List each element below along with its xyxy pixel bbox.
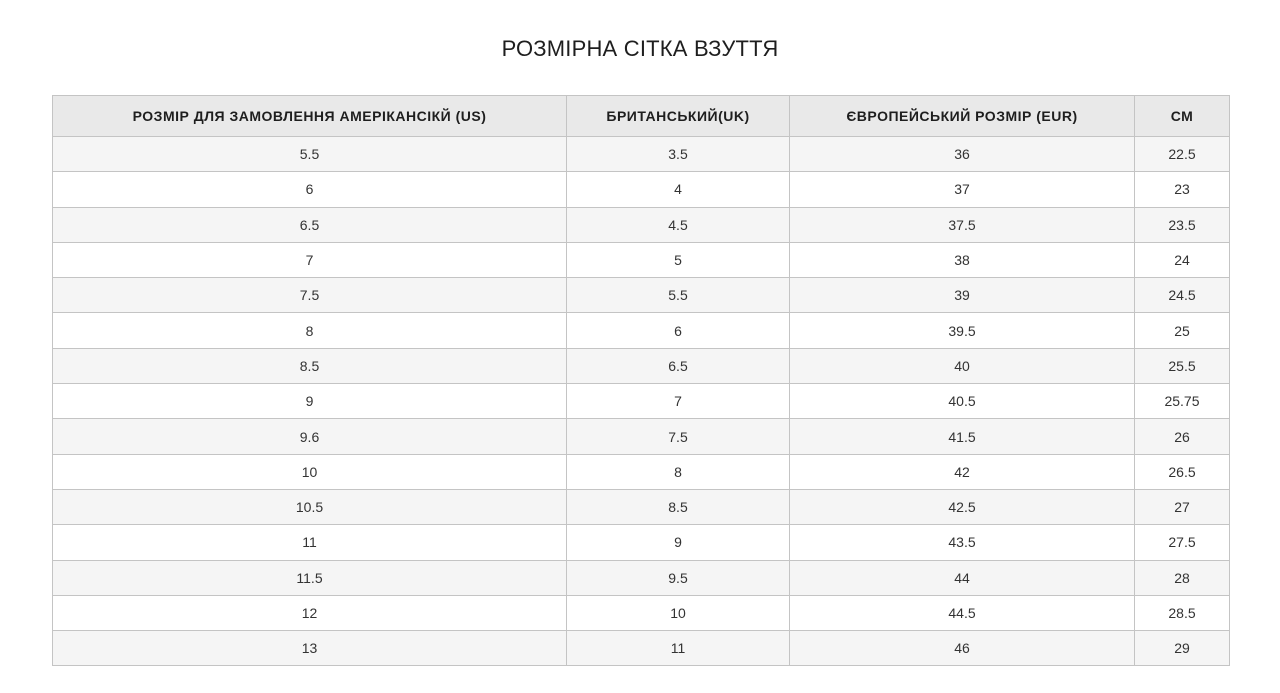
cell-uk-size: 5 xyxy=(567,242,790,277)
table-row xyxy=(53,560,1230,595)
cell-eur-size: 46 xyxy=(790,631,1135,666)
cell-us-size: 11.5 xyxy=(53,560,567,595)
table-row xyxy=(53,525,1230,560)
cell-eur-size: 36 xyxy=(790,137,1135,172)
cell-us-size: 9.6 xyxy=(53,419,567,454)
header-uk-size: БРИТАНСЬКИЙ(UK) xyxy=(567,96,790,137)
cell-uk-size: 9 xyxy=(567,525,790,560)
table-row xyxy=(53,595,1230,630)
table-body xyxy=(53,137,1230,666)
cell-uk-size: 6 xyxy=(567,313,790,348)
cell-us-size: 7 xyxy=(53,242,567,277)
cell-cm: 25.75 xyxy=(1135,384,1230,419)
table-row xyxy=(53,489,1230,524)
cell-uk-size: 4.5 xyxy=(567,207,790,242)
cell-us-size: 10.5 xyxy=(53,489,567,524)
cell-eur-size: 37.5 xyxy=(790,207,1135,242)
table-row xyxy=(53,454,1230,489)
header-us-size: РОЗМІР ДЛЯ ЗАМОВЛЕННЯ АМЕРІКАНСІКЙ (US) xyxy=(53,96,567,137)
table-row xyxy=(53,172,1230,207)
cell-us-size: 9 xyxy=(53,384,567,419)
cell-us-size: 6.5 xyxy=(53,207,567,242)
table-row xyxy=(53,419,1230,454)
cell-eur-size: 42.5 xyxy=(790,489,1135,524)
cell-uk-size: 8 xyxy=(567,454,790,489)
cell-us-size: 13 xyxy=(53,631,567,666)
cell-cm: 27.5 xyxy=(1135,525,1230,560)
table-row xyxy=(53,207,1230,242)
cell-cm: 23 xyxy=(1135,172,1230,207)
cell-uk-size: 7 xyxy=(567,384,790,419)
cell-cm: 28 xyxy=(1135,560,1230,595)
cell-eur-size: 40 xyxy=(790,348,1135,383)
cell-cm: 23.5 xyxy=(1135,207,1230,242)
cell-cm: 25 xyxy=(1135,313,1230,348)
cell-eur-size: 37 xyxy=(790,172,1135,207)
cell-cm: 24.5 xyxy=(1135,278,1230,313)
cell-eur-size: 44.5 xyxy=(790,595,1135,630)
cell-uk-size: 9.5 xyxy=(567,560,790,595)
cell-eur-size: 38 xyxy=(790,242,1135,277)
cell-uk-size: 4 xyxy=(567,172,790,207)
cell-us-size: 6 xyxy=(53,172,567,207)
cell-cm: 25.5 xyxy=(1135,348,1230,383)
cell-eur-size: 39.5 xyxy=(790,313,1135,348)
cell-uk-size: 5.5 xyxy=(567,278,790,313)
cell-us-size: 8.5 xyxy=(53,348,567,383)
table-row xyxy=(53,242,1230,277)
cell-cm: 27 xyxy=(1135,489,1230,524)
header-eur-size: ЄВРОПЕЙСЬКИЙ РОЗМІР (EUR) xyxy=(790,96,1135,137)
cell-cm: 26 xyxy=(1135,419,1230,454)
cell-cm: 26.5 xyxy=(1135,454,1230,489)
table-row xyxy=(53,137,1230,172)
cell-us-size: 10 xyxy=(53,454,567,489)
cell-eur-size: 41.5 xyxy=(790,419,1135,454)
cell-uk-size: 8.5 xyxy=(567,489,790,524)
table-row xyxy=(53,631,1230,666)
cell-eur-size: 40.5 xyxy=(790,384,1135,419)
cell-cm: 22.5 xyxy=(1135,137,1230,172)
cell-us-size: 5.5 xyxy=(53,137,567,172)
table-header-row xyxy=(53,96,1230,137)
cell-us-size: 12 xyxy=(53,595,567,630)
size-chart-table xyxy=(52,95,1230,666)
cell-us-size: 8 xyxy=(53,313,567,348)
cell-cm: 29 xyxy=(1135,631,1230,666)
cell-eur-size: 39 xyxy=(790,278,1135,313)
table-row xyxy=(53,384,1230,419)
cell-uk-size: 11 xyxy=(567,631,790,666)
cell-us-size: 7.5 xyxy=(53,278,567,313)
cell-uk-size: 10 xyxy=(567,595,790,630)
cell-eur-size: 43.5 xyxy=(790,525,1135,560)
table-row xyxy=(53,313,1230,348)
cell-uk-size: 3.5 xyxy=(567,137,790,172)
cell-us-size: 11 xyxy=(53,525,567,560)
cell-eur-size: 42 xyxy=(790,454,1135,489)
header-cm: СМ xyxy=(1135,96,1230,137)
cell-cm: 24 xyxy=(1135,242,1230,277)
page-title: РОЗМІРНА СІТКА ВЗУТТЯ xyxy=(501,36,779,61)
cell-eur-size: 44 xyxy=(790,560,1135,595)
cell-uk-size: 6.5 xyxy=(567,348,790,383)
table-row xyxy=(53,348,1230,383)
cell-cm: 28.5 xyxy=(1135,595,1230,630)
table-row xyxy=(53,278,1230,313)
cell-uk-size: 7.5 xyxy=(567,419,790,454)
